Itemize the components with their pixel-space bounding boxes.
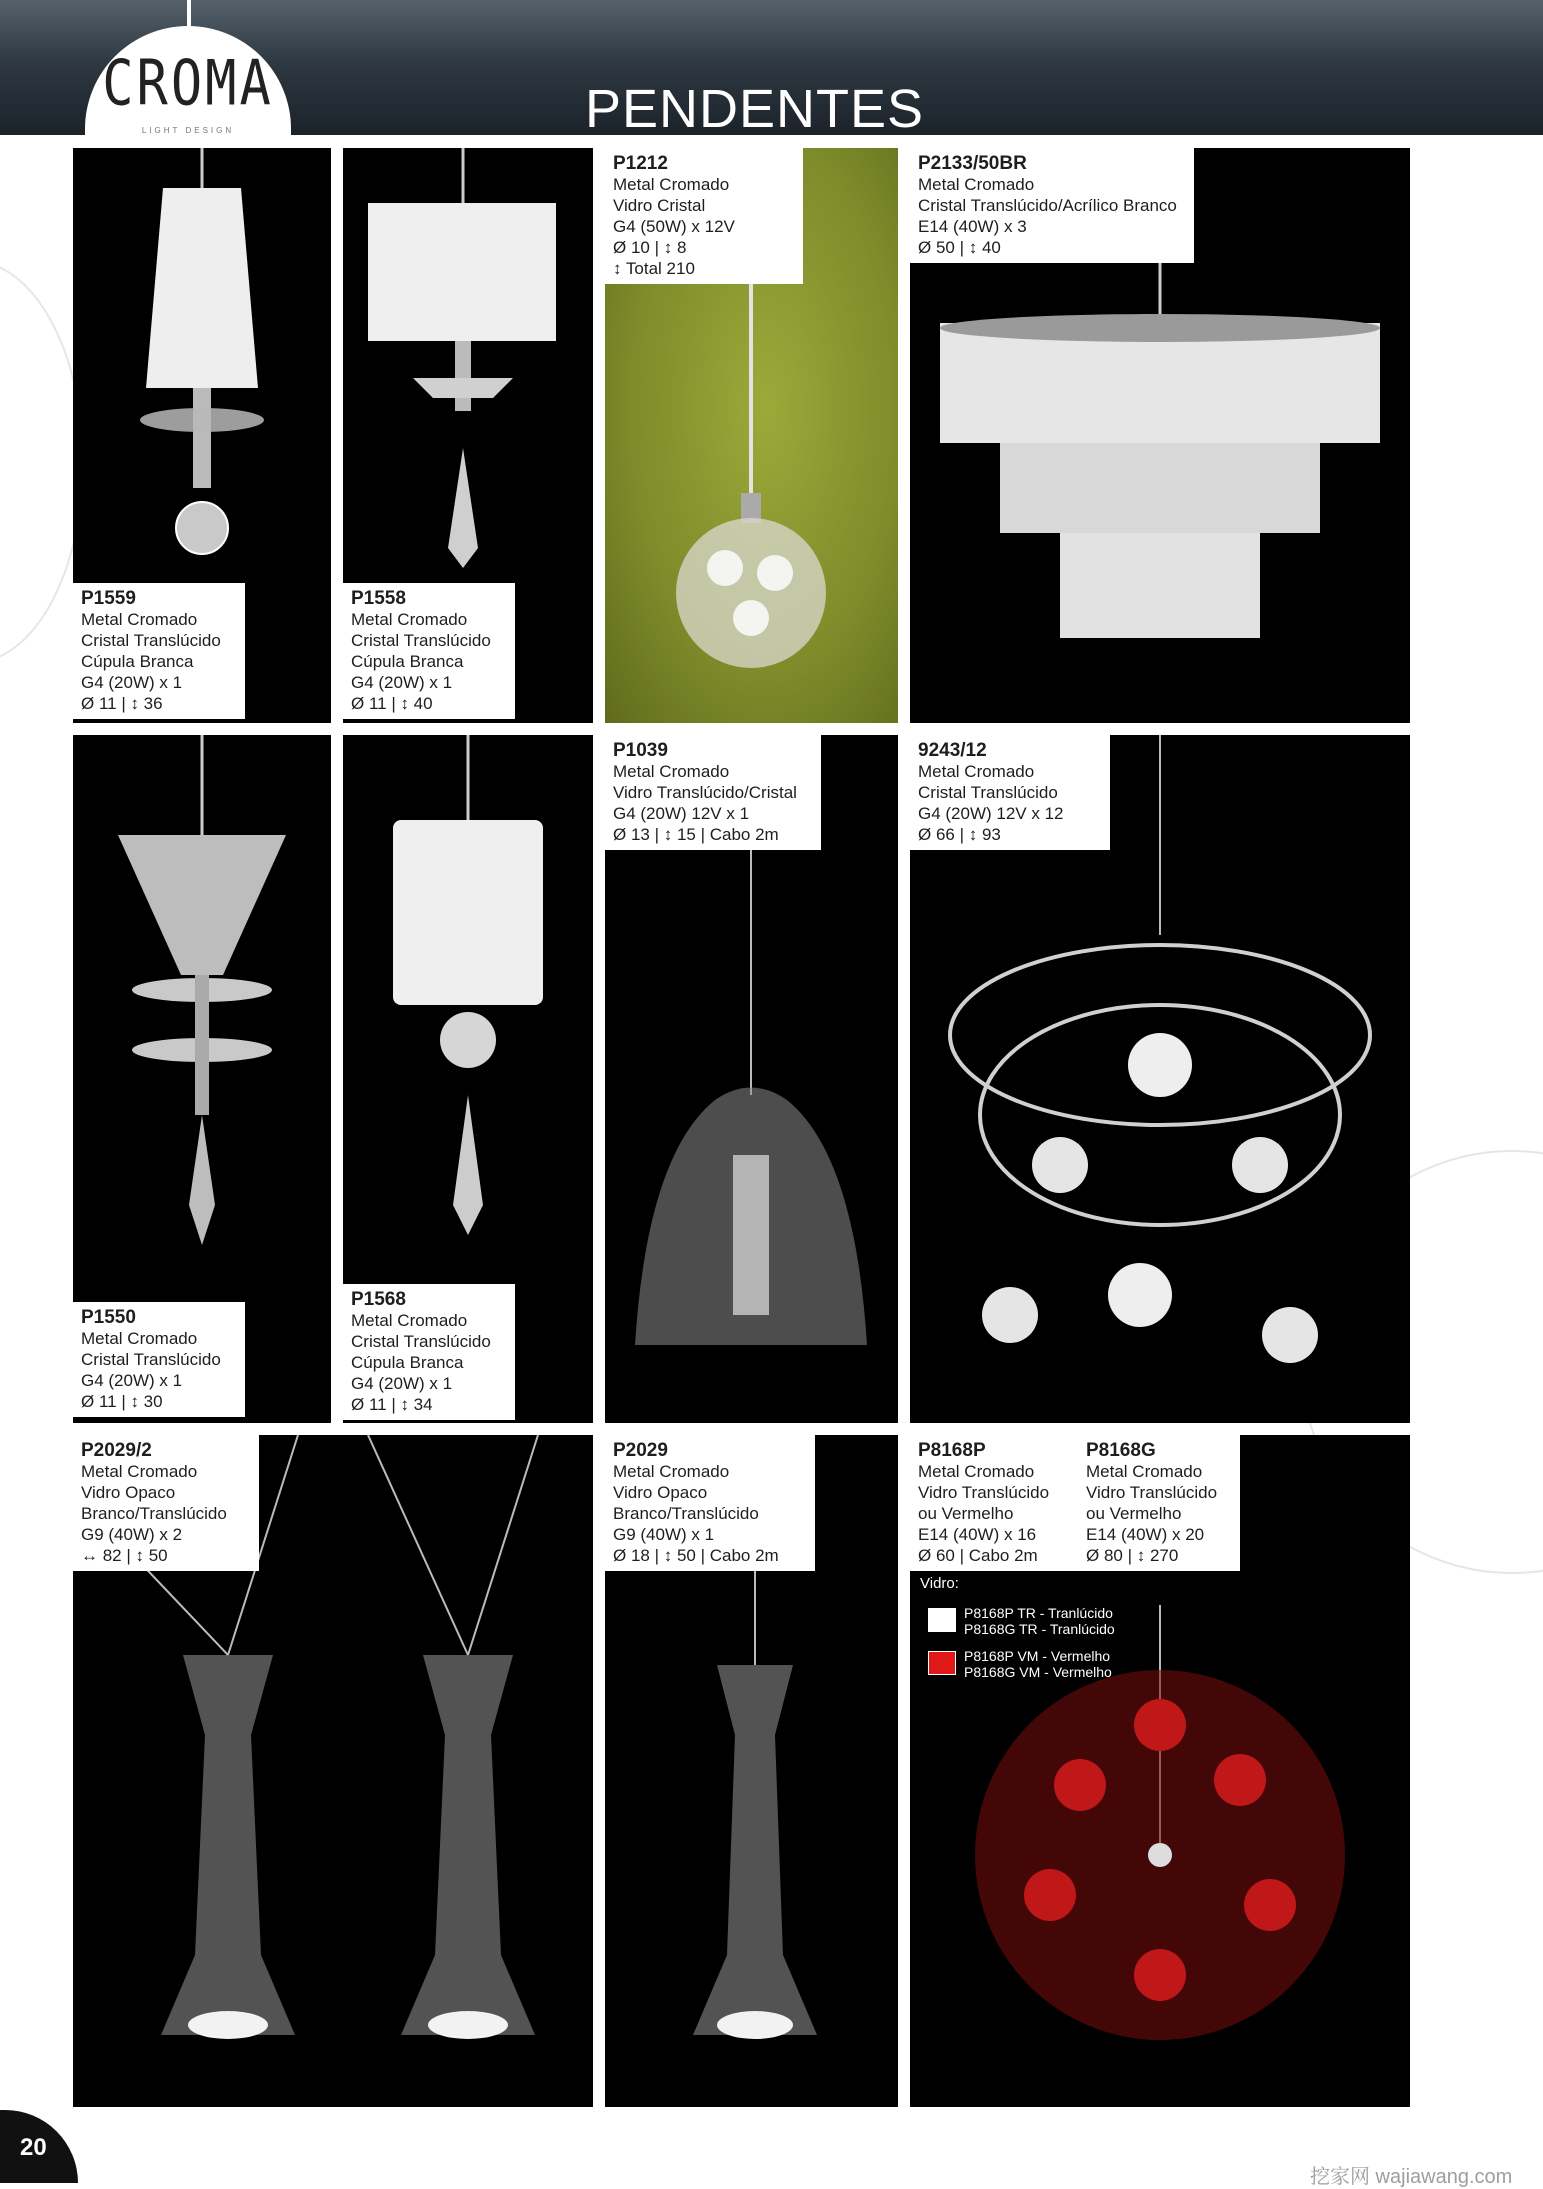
spec-line: G4 (20W) 12V x 12 [918, 804, 1064, 823]
spec-line: G4 (20W) 12V x 1 [613, 804, 750, 823]
spec-line: ou Vermelho [1086, 1504, 1182, 1523]
glass-option-line: P8168G VM - Vermelho [964, 1664, 1112, 1680]
glass-options-title: Vidro: [920, 1575, 959, 1592]
spec-line: Ø 11 | ↕ 34 [351, 1395, 433, 1414]
glass-option-translucent [928, 1605, 1115, 1637]
glass-option-line: P8168G TR - Tranlúcido [964, 1621, 1115, 1637]
spec-line: Ø 18 | ↕ 50 | Cabo 2m [613, 1546, 779, 1565]
product-info-9243-12 [910, 735, 1110, 850]
spec-line: Metal Cromado [613, 762, 730, 781]
spec-line: Metal Cromado [918, 175, 1035, 194]
spec-line: ↕ Total 210 [613, 259, 695, 278]
product-info-p8168p [910, 1435, 1078, 1571]
spec-line: Cúpula Branca [351, 1353, 464, 1372]
spec-line: Cúpula Branca [351, 652, 464, 671]
product-code: P2133/50BR [918, 153, 1027, 174]
product-code: P2029/2 [81, 1440, 152, 1461]
product-code: P2029 [613, 1440, 668, 1461]
spec-line: Metal Cromado [1086, 1462, 1203, 1481]
spec-line: Metal Cromado [918, 1462, 1035, 1481]
product-code: 9243/12 [918, 740, 987, 761]
product-info-p2133-50br [910, 148, 1194, 263]
product-info-p1559 [73, 583, 245, 719]
spec-line: Cúpula Branca [81, 652, 194, 671]
spec-line: Vidro Translúcido [1086, 1483, 1218, 1502]
product-code: P1568 [351, 1289, 406, 1310]
product-info-p2029-2 [73, 1435, 259, 1571]
spec-line: Ø 60 | Cabo 2m [918, 1546, 1038, 1565]
spec-line: Ø 80 | ↕ 270 [1086, 1546, 1179, 1565]
product-code: P1550 [81, 1307, 136, 1328]
glass-option-red [928, 1648, 1112, 1680]
spec-line: G4 (20W) x 1 [81, 1371, 183, 1390]
spec-line: Branco/Translúcido [613, 1504, 759, 1523]
spec-line: E14 (40W) x 3 [918, 217, 1027, 236]
page-number: 20 [20, 2134, 47, 2161]
spec-line: G4 (20W) x 1 [351, 1374, 453, 1393]
spec-line: Branco/Translúcido [81, 1504, 227, 1523]
decor-arc [0, 260, 84, 664]
spec-line: ou Vermelho [918, 1504, 1014, 1523]
spec-line: Metal Cromado [81, 610, 198, 629]
spec-line: Cristal Translúcido [81, 631, 221, 650]
glass-option-line: P8168P VM - Vermelho [964, 1648, 1111, 1664]
page-title: PENDENTES [585, 79, 925, 139]
brand-tagline: LIGHT DESIGN [141, 126, 235, 135]
spec-line: Metal Cromado [613, 1462, 730, 1481]
spec-line: Ø 10 | ↕ 8 [613, 238, 687, 257]
product-code: P1559 [81, 588, 136, 609]
site-watermark: 挖家网 wajiawang.com [1310, 2166, 1513, 2188]
spec-line: Metal Cromado [351, 1311, 468, 1330]
spec-line: G9 (40W) x 1 [613, 1525, 715, 1544]
spec-line: Vidro Opaco [81, 1483, 176, 1502]
spec-line: Ø 66 | ↕ 93 [918, 825, 1001, 844]
spec-line: Cristal Translúcido [81, 1350, 221, 1369]
glass-option-line: P8168P TR - Tranlúcido [964, 1605, 1113, 1621]
spec-line: Metal Cromado [613, 175, 730, 194]
product-info-p1039 [605, 735, 821, 850]
spec-line: Vidro Opaco [613, 1483, 708, 1502]
spec-line: Ø 11 | ↕ 40 [351, 694, 433, 713]
spec-line: ↔ 82 | ↕ 50 [81, 1546, 168, 1565]
product-info-p2029 [605, 1435, 815, 1571]
product-code: P1212 [613, 153, 668, 174]
spec-line: G4 (50W) x 12V [613, 217, 735, 236]
product-info-p1568 [343, 1284, 515, 1420]
spec-line: Metal Cromado [81, 1329, 198, 1348]
spec-line: G4 (20W) x 1 [351, 673, 453, 692]
spec-line: Cristal Translúcido [351, 631, 491, 650]
spec-line: G4 (20W) x 1 [81, 673, 183, 692]
spec-line: Vidro Cristal [613, 196, 706, 215]
color-swatch-white [928, 1608, 956, 1632]
product-code: P8168P [918, 1440, 986, 1461]
spec-line: Ø 13 | ↕ 15 | Cabo 2m [613, 825, 779, 844]
product-info-p8168g [1078, 1435, 1240, 1571]
spec-line: Ø 50 | ↕ 40 [918, 238, 1001, 257]
product-info-p1550 [73, 1302, 245, 1417]
spec-line: Ø 11 | ↕ 30 [81, 1392, 163, 1411]
spec-line: Metal Cromado [918, 762, 1035, 781]
spec-line: Vidro Translúcido [918, 1483, 1050, 1502]
spec-line: Cristal Translúcido [351, 1332, 491, 1351]
spec-line: E14 (40W) x 20 [1086, 1525, 1205, 1544]
product-info-p1558 [343, 583, 515, 719]
brand-name: CROMA [102, 48, 274, 120]
product-code: P8168G [1086, 1440, 1156, 1461]
spec-line: Vidro Translúcido/Cristal [613, 783, 797, 802]
spec-line: Metal Cromado [351, 610, 468, 629]
spec-line: Ø 11 | ↕ 36 [81, 694, 163, 713]
color-swatch-red [928, 1651, 956, 1675]
product-code: P1039 [613, 740, 668, 761]
spec-line: Cristal Translúcido [918, 783, 1058, 802]
product-info-p1212 [605, 148, 803, 284]
page-number-tab [0, 2110, 78, 2183]
spec-line: E14 (40W) x 16 [918, 1525, 1037, 1544]
spec-line: Cristal Translúcido/Acrílico Branco [918, 196, 1177, 215]
product-code: P1558 [351, 588, 406, 609]
spec-line: Metal Cromado [81, 1462, 198, 1481]
spec-line: G9 (40W) x 2 [81, 1525, 183, 1544]
